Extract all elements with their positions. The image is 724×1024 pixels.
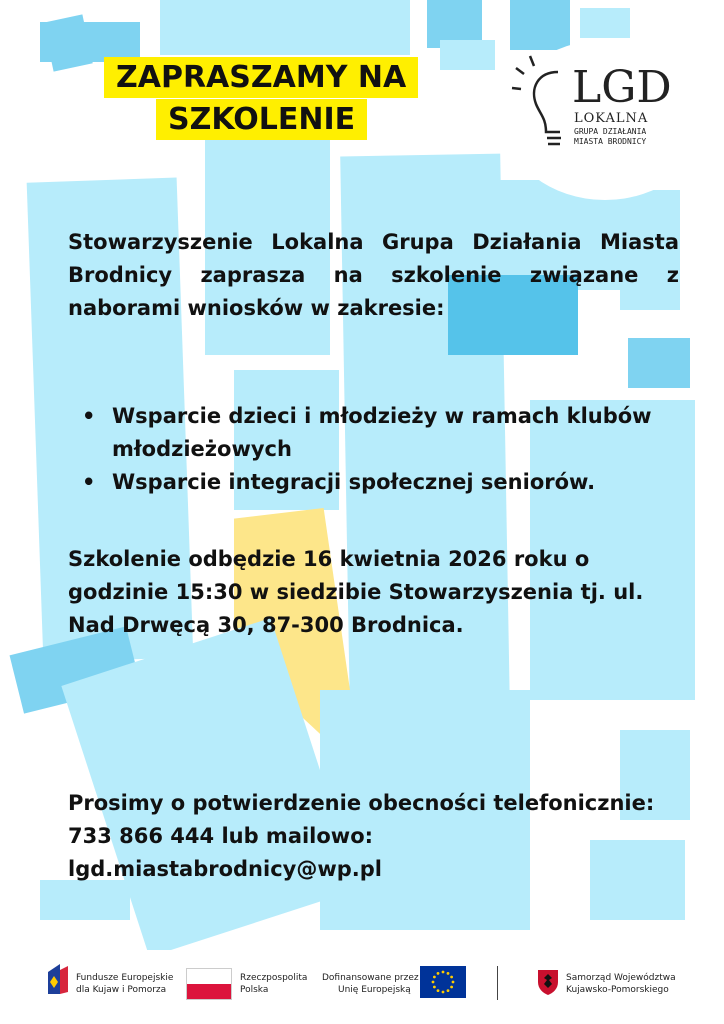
logo-lgd-text: LGD	[572, 62, 672, 113]
logo-line-1: LOKALNA	[574, 111, 649, 126]
lightbulb-icon	[510, 54, 570, 154]
bg-shape	[40, 880, 130, 920]
fe-line-1: Fundusze Europejskie	[76, 973, 174, 983]
list-item: • Wsparcie dzieci i młodzieży w ramach klubów młodzieżowych	[82, 400, 682, 466]
logo-line-3: MIASTA BRODNICY	[574, 137, 647, 146]
sw-line-1: Samorząd Województwa	[566, 973, 676, 983]
list-item: • Wsparcie integracji społecznej seniorów.	[82, 466, 682, 499]
title-line-2: SZKOLENIE	[156, 99, 367, 140]
bg-shape	[580, 8, 630, 38]
poland-flag-icon	[186, 968, 232, 1000]
bg-shape	[510, 0, 570, 50]
rp-line-1: Rzeczpospolita	[240, 973, 308, 983]
rp-line-2: Polska	[240, 985, 269, 995]
bg-shape	[160, 0, 410, 55]
event-details: Szkolenie odbędzie 16 kwietnia 2026 roku o godzinie 15:30 w siedzibie Stowarzyszenia tj. ul. Nad Drwęcą 30, 87-300 Brodnica.	[68, 547, 644, 637]
logo-line-2: GRUPA DZIAŁANIA	[574, 127, 647, 136]
lgd-logo	[510, 52, 690, 162]
sw-line-2: Kujawsko-Pomorskiego	[566, 985, 669, 995]
ue-line-1: Dofinansowane przez	[322, 973, 419, 983]
fe-line-2: dla Kujaw i Pomorza	[76, 985, 167, 995]
eu-flag-icon	[420, 966, 466, 998]
ue-line-2: Unię Europejską	[338, 985, 411, 995]
contact-info: Prosimy o potwierdzenie obecności telefonicznie: 733 866 444 lub mailowo: lgd.miastabrodnicy@wp.pl	[68, 791, 655, 881]
footer-divider	[497, 966, 498, 1000]
eu-funds-logo-icon	[46, 962, 70, 996]
intro-text: Stowarzyszenie Lokalna Grupa Działania Miasta Brodnicy zaprasza na szkolenie związane z naborami wniosków w zakresie:	[68, 230, 679, 320]
voivodeship-crest-icon	[536, 968, 560, 996]
bg-shape	[40, 22, 140, 62]
bullet-list	[82, 400, 682, 499]
title-line-1: ZAPRASZAMY NA	[104, 57, 418, 98]
bg-shape	[440, 40, 495, 70]
bg-shape	[628, 338, 690, 388]
funding-footer	[0, 950, 724, 1024]
